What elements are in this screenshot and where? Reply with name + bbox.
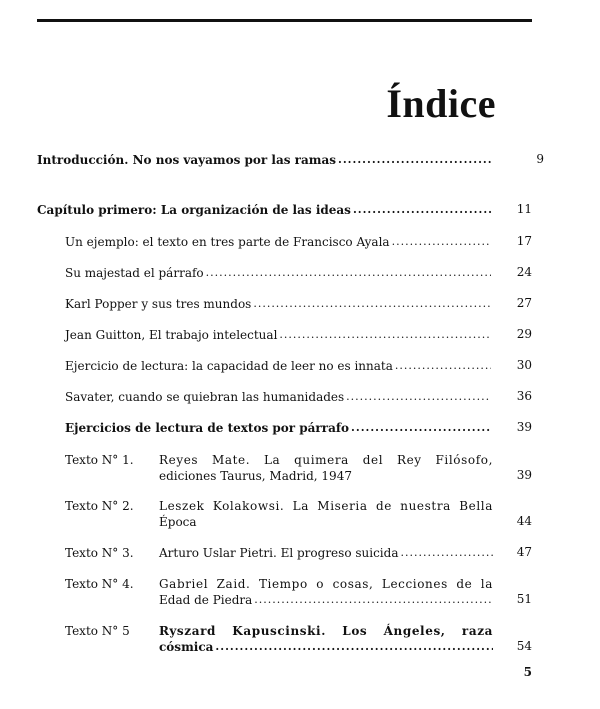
toc-page-number: 29	[516, 327, 532, 341]
texto-line-2	[159, 468, 493, 484]
toc-page-number: 44	[516, 514, 532, 528]
toc-page-number: 24	[516, 265, 532, 279]
dot-leader	[400, 545, 493, 561]
dot-leader	[346, 389, 491, 405]
texto-body	[159, 576, 493, 608]
toc-entry-text: Introducción. No nos vayamos por las ramas	[37, 153, 337, 167]
texto-line-2-text: cósmica	[159, 640, 214, 654]
page-folio: 5	[523, 665, 532, 679]
texto-line-2	[159, 592, 493, 608]
texto-label: Texto N° 5	[65, 624, 130, 638]
texto-line-2	[159, 545, 493, 561]
texto-label: Texto N° 3.	[65, 546, 134, 560]
dot-leader	[353, 202, 493, 218]
page-title: Índice	[386, 81, 496, 126]
toc-entry-texto-5[interactable]	[65, 623, 495, 657]
texto-line-1: Ryszard Kapuscinski. Los Ángeles, raza	[159, 624, 493, 638]
texto-line-2-text: Época	[159, 515, 197, 529]
dot-leader	[338, 152, 493, 168]
toc-page-number: 11	[516, 202, 532, 216]
texto-line-1: Reyes Mate. La quimera del Rey Filósofo,	[159, 453, 493, 467]
texto-line-2-text: Edad de Piedra	[159, 593, 253, 607]
toc-entry-text: Ejercicio de lectura: la capacidad de leer no es innata	[65, 359, 393, 373]
toc-entry-introduccion[interactable]	[37, 152, 495, 168]
toc-page-number: 30	[516, 358, 532, 372]
toc-entry-text: Jean Guitton, El trabajo intelectual	[65, 328, 278, 342]
toc-page-number: 51	[516, 592, 532, 606]
toc-page-number: 36	[516, 389, 532, 403]
toc-entry-ejercicio-de-lectura[interactable]	[65, 358, 493, 374]
toc-entry-ejercicios-por-parrafo[interactable]	[65, 420, 493, 436]
toc-entry-text: Karl Popper y sus tres mundos	[65, 297, 252, 311]
toc-page-number: 47	[516, 545, 532, 559]
toc-entry-savater[interactable]	[65, 389, 493, 405]
toc-page-number: 27	[516, 296, 532, 310]
texto-line-2-text: ediciones Taurus, Madrid, 1947	[159, 469, 352, 483]
dot-leader	[215, 639, 493, 655]
toc-page-number: 54	[516, 639, 532, 653]
dot-leader	[254, 592, 493, 608]
texto-line-1: Gabriel Zaid. Tiempo o cosas, Lecciones de la	[159, 577, 493, 591]
texto-label: Texto N° 2.	[65, 499, 134, 513]
texto-body	[159, 452, 493, 484]
texto-line-1: Leszek Kolakowsi. La Miseria de nuestra Bella	[159, 499, 493, 513]
dot-leader	[206, 265, 491, 281]
texto-body	[159, 623, 493, 655]
dot-leader	[351, 420, 491, 436]
toc-entry-texto-3[interactable]	[65, 545, 495, 561]
toc-entry-su-majestad-el-parrafo[interactable]	[65, 265, 493, 281]
dot-leader	[395, 358, 491, 374]
dot-leader	[392, 234, 491, 250]
toc-page-number: 39	[516, 420, 532, 434]
toc-entry-text: Ejercicios de lectura de textos por párrafo	[65, 421, 350, 435]
dot-leader	[253, 296, 491, 312]
toc-page-number: 9	[536, 152, 544, 166]
dot-leader	[279, 327, 491, 343]
texto-line-2	[159, 639, 493, 655]
texto-body	[159, 545, 493, 561]
toc-entry-jean-guitton[interactable]	[65, 327, 493, 343]
toc-entry-text: Su majestad el párrafo	[65, 266, 204, 280]
texto-body	[159, 498, 493, 530]
toc-entry-ejemplo-ayala[interactable]	[65, 234, 493, 250]
toc-page-number: 17	[516, 234, 532, 248]
toc-page-number: 39	[516, 468, 532, 482]
texto-line-2-text: Arturo Uslar Pietri. El progreso suicida	[159, 546, 399, 560]
toc-entry-text: Un ejemplo: el texto en tres parte de Francisco Ayala	[65, 235, 390, 249]
texto-label: Texto N° 4.	[65, 577, 134, 591]
texto-label: Texto N° 1.	[65, 453, 134, 467]
toc-entry-texto-4[interactable]	[65, 576, 495, 610]
toc-entry-texto-2[interactable]	[65, 498, 495, 532]
toc-entry-karl-popper[interactable]	[65, 296, 493, 312]
texto-line-2	[159, 514, 493, 530]
toc-entry-text: Capítulo primero: La organización de las ideas	[37, 203, 351, 217]
toc-entry-text: Savater, cuando se quiebran las humanidades	[65, 390, 345, 404]
toc-entry-capitulo-primero[interactable]	[37, 202, 495, 218]
toc-entry-texto-1[interactable]	[65, 452, 495, 486]
